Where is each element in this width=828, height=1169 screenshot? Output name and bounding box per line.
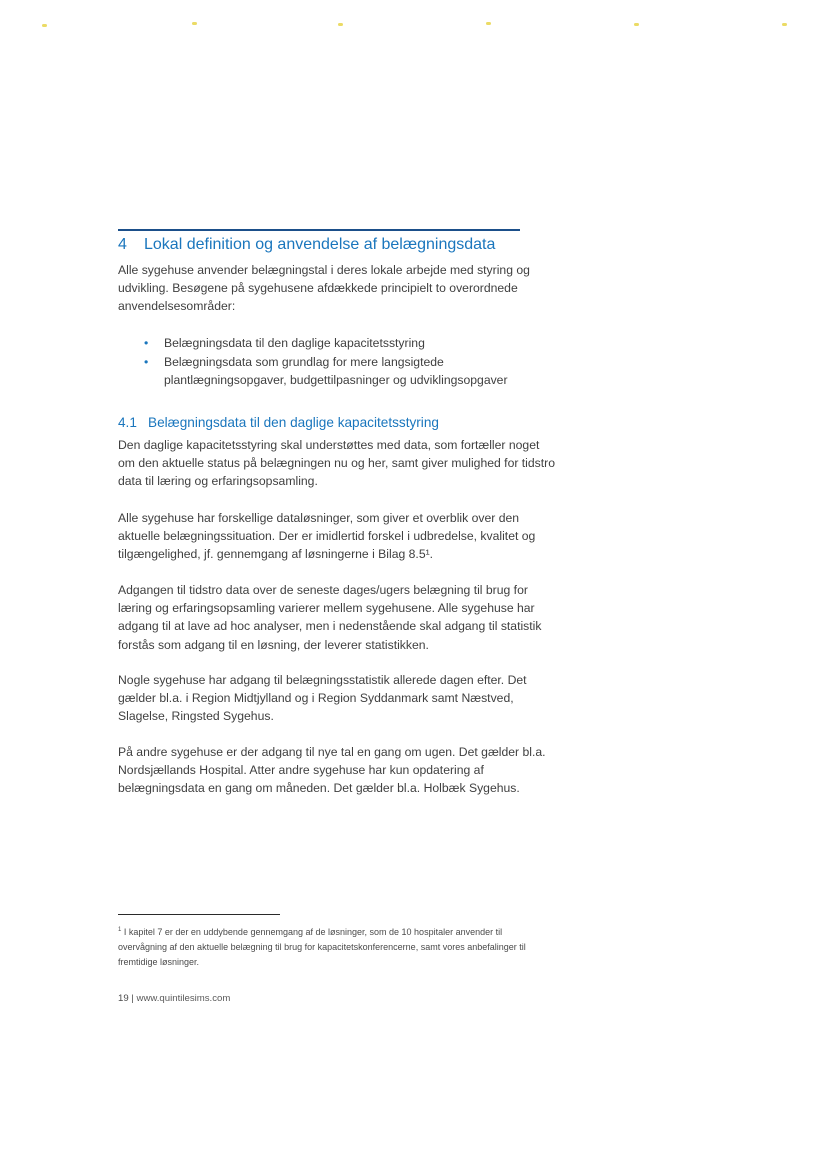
section-number: 4	[118, 236, 127, 253]
body-paragraph: På andre sygehuse er der adgang til nye tal en gang om ugen. Det gælder bl.a. Nordsjællands Hospital. Atter andre sygehuse har kun opdatering af belægningsdata en gang om måneden. Det gælder bl.a. Holbæk Sygehus.	[118, 745, 546, 796]
subsection-heading	[118, 415, 618, 430]
page-number: 19	[118, 993, 129, 1004]
page-footer	[118, 993, 230, 1004]
footer-separator: |	[131, 993, 134, 1004]
body-paragraph: Adgangen til tidstro data over de seneste dages/ugers belægning til brug for læring og erfaringsopsamling varierer mellem sygehusene. Alle sygehuse har adgang til at lave ad hoc analyser, men i nedenstående skal adgang til statistik forstås som adgang til en løsning, der leverer statistikken.	[118, 583, 542, 652]
body-paragraph: Nogle sygehuse har adgang til belægningsstatistik allerede dagen efter. Det gælder bl.a. i Region Midtjylland og i Region Syddanmark samt Næstved, Slagelse, Ringsted Sygehus.	[118, 673, 527, 724]
bullet-icon: •	[144, 336, 149, 350]
body-paragraph: Alle sygehuse har forskellige dataløsninger, som giver et overblik over den aktuelle belægningssituation. Der er imidlertid forskel i udbredelse, kvalitet og tilgængelighed, jf. gennemgang af løsningerne i Bilag 8.5¹.	[118, 511, 536, 562]
scan-artifacts	[30, 18, 800, 34]
subsection-title: Belægningsdata til den daglige kapacitetsstyring	[148, 415, 439, 430]
section-heading	[118, 236, 678, 254]
footnote-marker: 1	[118, 927, 122, 933]
bullet-text: Belægningsdata til den daglige kapacitetsstyring	[164, 336, 425, 350]
bullet-icon: •	[144, 355, 149, 370]
section-intro-paragraph: Alle sygehuse anvender belægningstal i deres lokale arbejde med styring og udvikling. Besøgene på sygehusene afdækkede principielt to overordnede anvendelsesområder:	[118, 263, 530, 314]
bullet-list	[140, 334, 540, 391]
bullet-item	[140, 353, 540, 389]
footnote-text: I kapitel 7 er der en uddybende gennemgang af de løsninger, som de 10 hospitaler anvender til overvågning af den aktuelle belægning til brug for kapacitetskonferencerne, samt vores anbefalinger til fremtidige løsninger.	[118, 927, 526, 968]
bullet-item	[140, 334, 540, 352]
footnote-rule	[118, 914, 280, 915]
subsection-number: 4.1	[118, 415, 137, 430]
footer-url[interactable]: www.quintilesims.com	[136, 993, 231, 1004]
section-top-rule	[118, 229, 520, 231]
section-title: Lokal definition og anvendelse af belægningsdata	[144, 236, 496, 253]
bullet-text: Belægningsdata som grundlag for mere langsigtede plantlægningsopgaver, budgettilpasninger og udviklingsopgaver	[164, 355, 508, 388]
body-paragraph: Den daglige kapacitetsstyring skal understøttes med data, som fortæller noget om den aktuelle status på belægningen nu og her, samt giver mulighed for tidstro data til læring og erfaringsopsamling.	[118, 438, 555, 489]
footnote	[118, 923, 538, 971]
